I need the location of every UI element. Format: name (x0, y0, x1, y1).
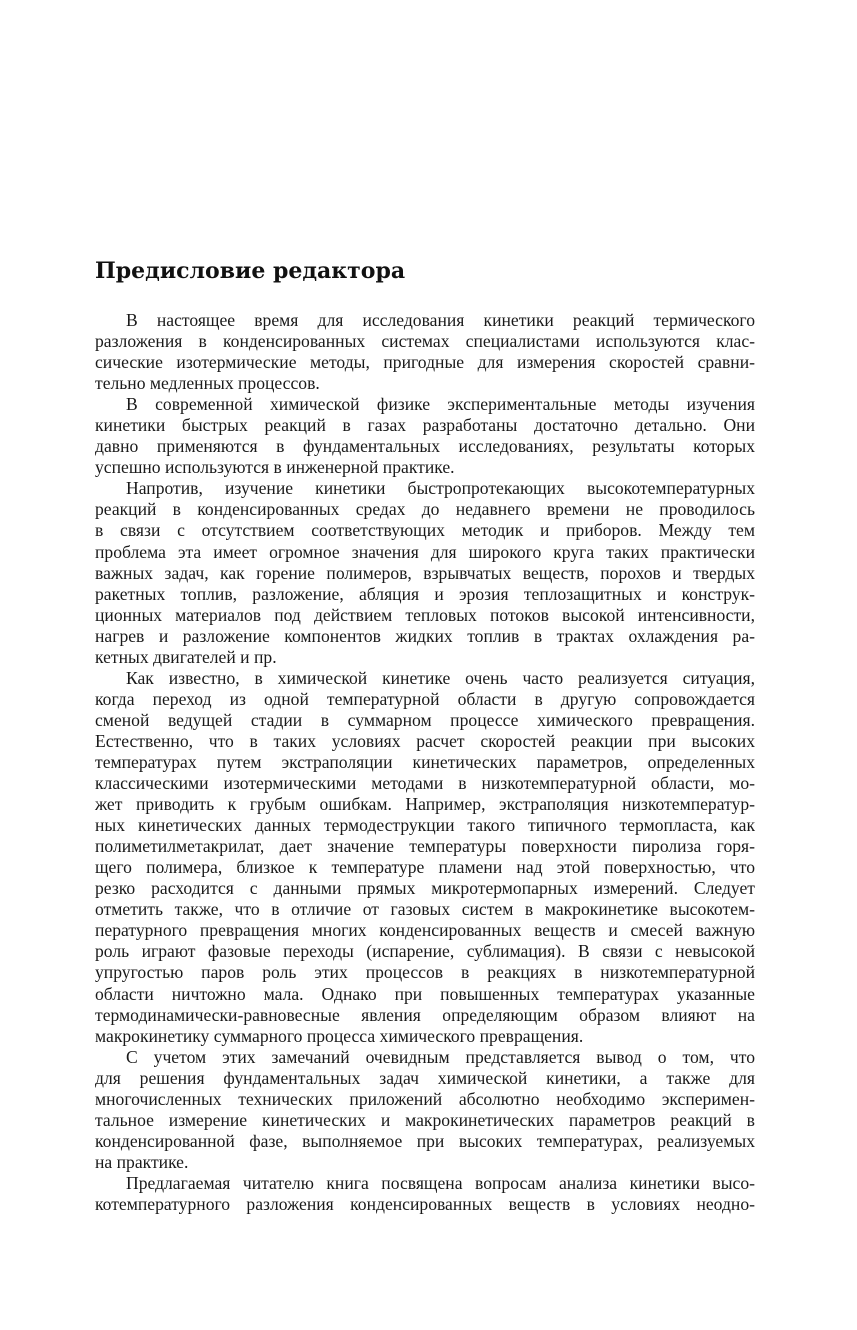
text-line: Предлагаемая читателю книга посвящена вопросам анализа кинетики высо- (126, 1172, 755, 1193)
text-line: роль играют фазовые переходы (испарение, сублимация). В связи с невысокой (95, 941, 755, 962)
text-line: жет приводить к грубым ошибкам. Например, экстраполяция низкотемператур- (95, 794, 755, 815)
text-line: В современной химической физике экспериментальные методы изучения (126, 394, 755, 415)
text-line: упругостью паров роль этих процессов в реакциях в низкотемпературной (95, 962, 755, 983)
text-line: проблема эта имеет огромное значения для широкого круга таких практически (95, 541, 755, 562)
text-line: тальное измерение кинетических и макрокинетических параметров реакций в (95, 1109, 755, 1130)
text-line: классическими изотермическими методами в низкотемпературной области, мо- (95, 773, 755, 794)
text-line: давно применяются в фундаментальных исследованиях, результаты которых (95, 436, 755, 457)
text-line: пературного превращения многих конденсированных веществ и смесей важную (95, 920, 755, 941)
text-line: важных задач, как горение полимеров, взрывчатых веществ, порохов и твердых (95, 562, 755, 583)
text-line: отметить также, что в отличие от газовых систем в макрокинетике высокотем- (95, 899, 755, 920)
text-line: кетных двигателей и пр. (95, 646, 277, 667)
text-line: Естественно, что в таких условиях расчет скоростей реакции при высоких (95, 730, 755, 751)
text-line: ракетных топлив, разложение, абляция и эрозия теплозащитных и конструк- (95, 583, 755, 604)
text-line: сические изотермические методы, пригодные для измерения скоростей сравни- (95, 352, 755, 373)
text-line: нагрев и разложение компонентов жидких топлив в трактах охлаждения ра- (95, 625, 755, 646)
text-line: резко расходится с данными прямых микротермопарных измерений. Следует (95, 878, 755, 899)
text-line: на практике. (95, 1151, 189, 1172)
text-line: когда переход из одной температурной области в другую сопровождается (95, 688, 755, 709)
paragraph (95, 1173, 755, 1215)
text-line: реакций в конденсированных средах до недавнего времени не проводилось (95, 499, 755, 520)
text-line: полиметилметакрилат, дает значение температуры поверхности пиролиза горя- (95, 836, 755, 857)
text-line: термодинамически-равновесные явления определяющим образом влияют на (95, 1004, 755, 1025)
text-line: С учетом этих замечаний очевидным представляется вывод о том, что (126, 1046, 755, 1067)
text-line: разложения в конденсированных системах специалистами используются клас- (95, 331, 755, 352)
text-line: щего полимера, близкое к температуре пламени над этой поверхностью, что (95, 857, 755, 878)
text-line: В настоящее время для исследования кинетики реакций термического (126, 310, 755, 330)
text-line: кинетики быстрых реакций в газах разработаны достаточно детально. Они (95, 415, 755, 436)
text-line: макрокинетику суммарного процесса химического превращения. (95, 1025, 584, 1046)
text-line: ных кинетических данных термодеструкции такого типичного термопласта, как (95, 815, 755, 836)
text-line: области ничтожно мала. Однако при повышенных температурах указанные (95, 983, 755, 1004)
text-line: ционных материалов под действием тепловых потоков высокой интенсивности, (95, 604, 755, 625)
text-line: для решения фундаментальных задач химической кинетики, а также для (95, 1067, 755, 1088)
text-line: Напротив, изучение кинетики быстропротекающих высокотемпературных (126, 478, 755, 499)
page-title: Предисловие редактора (95, 258, 406, 284)
text-line: Как известно, в химической кинетике очень часто реализуется ситуация, (126, 667, 755, 688)
paragraph (95, 668, 755, 1047)
text-line: успешно используются в инженерной практике. (95, 457, 455, 478)
text-line: котемпературного разложения конденсированных веществ в условиях неодно- (95, 1193, 755, 1214)
text-line: сменой ведущей стадии в суммарном процессе химического превращения. (95, 709, 755, 730)
text-line: конденсированной фазе, выполняемое при высоких температурах, реализуемых (95, 1130, 755, 1151)
text-line: температурах путем экстраполяции кинетических параметров, определенных (95, 751, 755, 772)
paragraph (95, 394, 755, 478)
paragraph (95, 310, 755, 394)
paragraph (95, 1047, 755, 1173)
text-line: многочисленных технических приложений абсолютно необходимо эксперимен- (95, 1088, 755, 1109)
text-line: в связи с отсутствием соответствующих методик и приборов. Между тем (95, 520, 755, 541)
preface-body (95, 310, 755, 1215)
paragraph (95, 478, 755, 667)
text-line: тельно медленных процессов. (95, 373, 320, 394)
